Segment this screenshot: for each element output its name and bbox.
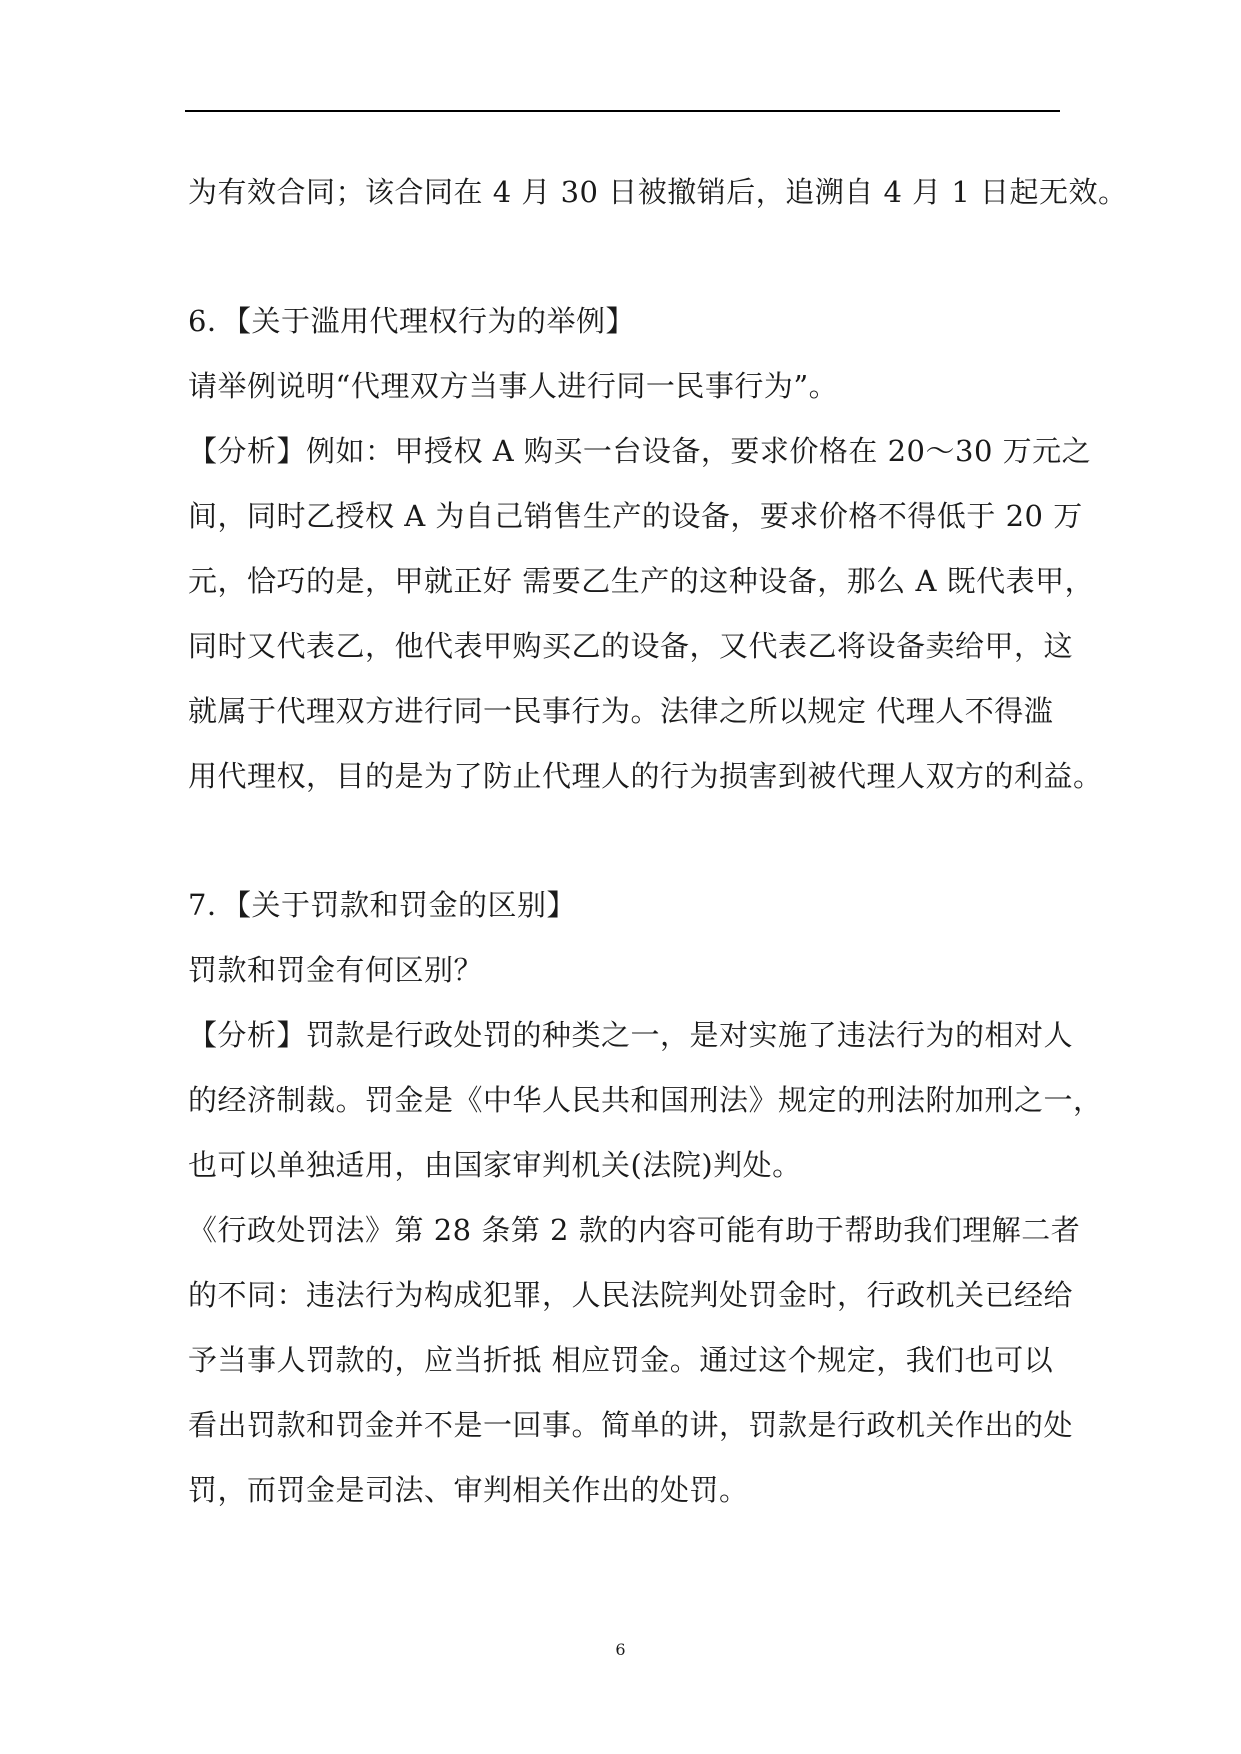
section-6-analysis-line: 元，恰巧的是，甲就正好 需要乙生产的这种设备，那么 A 既代表甲， — [188, 564, 1095, 598]
header-rule — [185, 110, 1060, 112]
section-gap — [188, 809, 1068, 873]
section-gap — [188, 225, 1068, 289]
section-6-question: 请举例说明“代理双方当事人进行同一民事行为”。 — [188, 369, 839, 403]
section-6-analysis-line: 【分析】例如：甲授权 A 购买一台设备，要求价格在 20～30 万元之 — [188, 434, 1092, 468]
section-7 — [188, 873, 1103, 1523]
section-6-heading: 6．【关于滥用代理权行为的举例】 — [188, 304, 635, 338]
section-7-analysis-line: 看出罚款和罚金并不是一回事。简单的讲，罚款是行政机关作出的处 — [188, 1408, 1074, 1442]
section-6-analysis-line: 用代理权，目的是为了防止代理人的行为损害到被代理人双方的利益。 — [188, 759, 1103, 793]
section-7-analysis-line: 的经济制裁。罚金是《中华人民共和国刑法》规定的刑法附加刑之一， — [188, 1083, 1103, 1117]
section-7-analysis-line: 的不同：违法行为构成犯罪，人民法院判处罚金时，行政机关已经给 — [188, 1278, 1074, 1312]
section-6-analysis-line: 就属于代理双方进行同一民事行为。法律之所以规定 代理人不得滥 — [188, 694, 1054, 728]
section-6-analysis-line: 间，同时乙授权 A 为自己销售生产的设备，要求价格不得低于 20 万 — [188, 499, 1083, 533]
page-number: 6 — [615, 1640, 626, 1659]
section-7-question: 罚款和罚金有何区别？ — [188, 953, 484, 987]
intro-line: 为有效合同；该合同在 4 月 30 日被撤销后，追溯自 4 月 1 日起无效。 — [188, 175, 1128, 209]
section-6-analysis-line: 同时又代表乙，他代表甲购买乙的设备，又代表乙将设备卖给甲，这 — [188, 629, 1074, 663]
section-7-analysis-line: 予当事人罚款的，应当折抵 相应罚金。通过这个规定，我们也可以 — [188, 1343, 1054, 1377]
section-7-analysis-line: 《行政处罚法》第 28 条第 2 款的内容可能有助于帮助我们理解二者 — [188, 1213, 1081, 1247]
section-7-heading: 7．【关于罚款和罚金的区别】 — [188, 888, 576, 922]
section-7-analysis-line: 也可以单独适用，由国家审判机关(法院)判处。 — [188, 1148, 802, 1182]
section-7-analysis-line: 罚，而罚金是司法、审判相关作出的处罚。 — [188, 1473, 749, 1507]
section-7-analysis-line: 【分析】罚款是行政处罚的种类之一，是对实施了违法行为的相对人 — [188, 1018, 1074, 1052]
section-6 — [188, 289, 1103, 809]
document-body — [188, 160, 1128, 1523]
